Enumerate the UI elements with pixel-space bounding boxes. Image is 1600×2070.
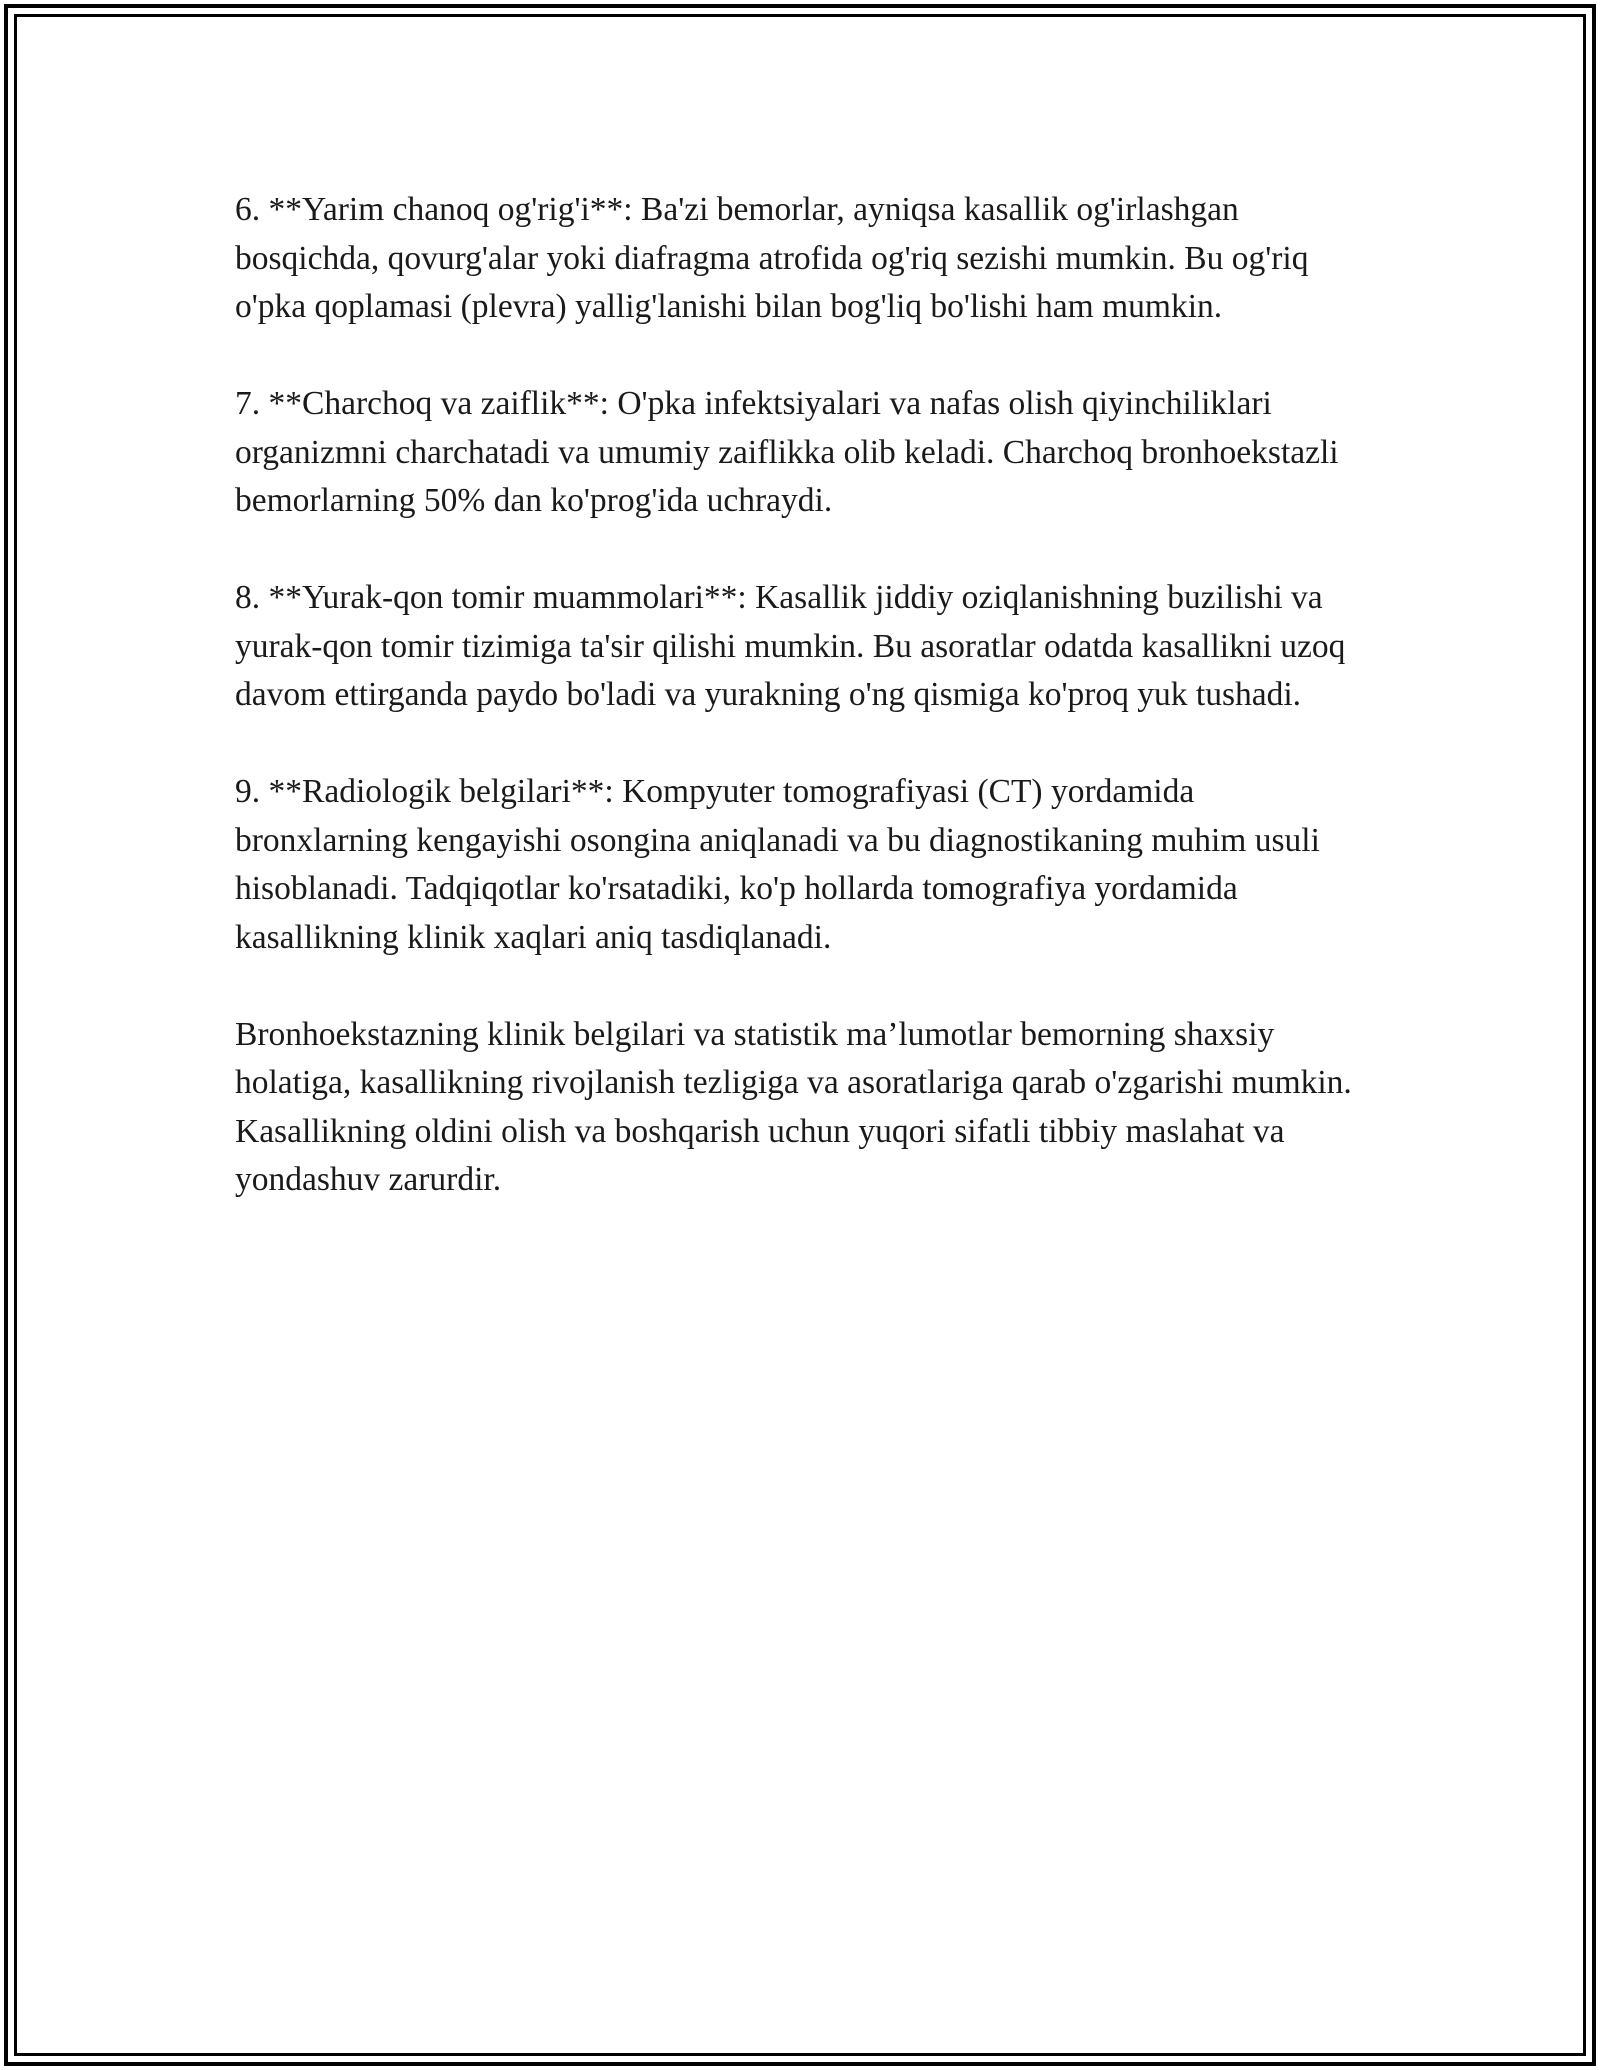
paragraph-item-6: 6. **Yarim chanoq og'rig'i**: Ba'zi bemorlar, ayniqsa kasallik og'irlashgan bosqichda, qovurg'alar yoki diafragma atrofida og'riq sezishi mumkin. Bu og'riq o'pka qoplamasi (plevra) yallig'lanishi bilan bog'liq bo'lishi ham mumkin. [235,191,1309,325]
paragraph-item-7: 7. **Charchoq va zaiflik**: O'pka infektsiyalari va nafas olish qiyinchiliklari organizmni charchatadi va umumiy zaiflikka olib keladi. Charchoq bronhoekstazli bemorlarning 50% dan ko'prog'ida uchraydi. [235,385,1339,519]
paragraph-summary: Bronhoekstazning klinik belgilari va statistik ma’lumotlar bemorning shaxsiy holatiga, kasallikning rivojlanish tezligiga va asoratlariga qarab o'zgarishi mumkin. Kasallikning oldini olish va boshqarish uchun yuqori sifatli tibbiy maslahat va yondashuv zarurdir. [235,1015,1352,1198]
paragraph-item-8: 8. **Yurak-qon tomir muammolari**: Kasallik jiddiy oziqlanishning buzilishi va yurak-qon tomir tizimiga ta'sir qilishi mumkin. Bu asoratlar odatda kasallikni uzoq davom ettirganda paydo bo'ladi va yurakning o'ng qismiga ko'proq yuk tushadi. [235,579,1346,713]
paragraph-item-9: 9. **Radiologik belgilari**: Kompyuter tomografiyasi (CT) yordamida bronxlarning kengayishi osongina aniqlanadi va bu diagnostikaning muhim usuli hisoblanadi. Tadqiqotlar ko'rsatadiki, ko'p hollarda tomografiya yordamida kasallikning klinik xaqlari aniq tasdiqlanadi. [235,773,1320,956]
document-body [235,186,1365,1253]
